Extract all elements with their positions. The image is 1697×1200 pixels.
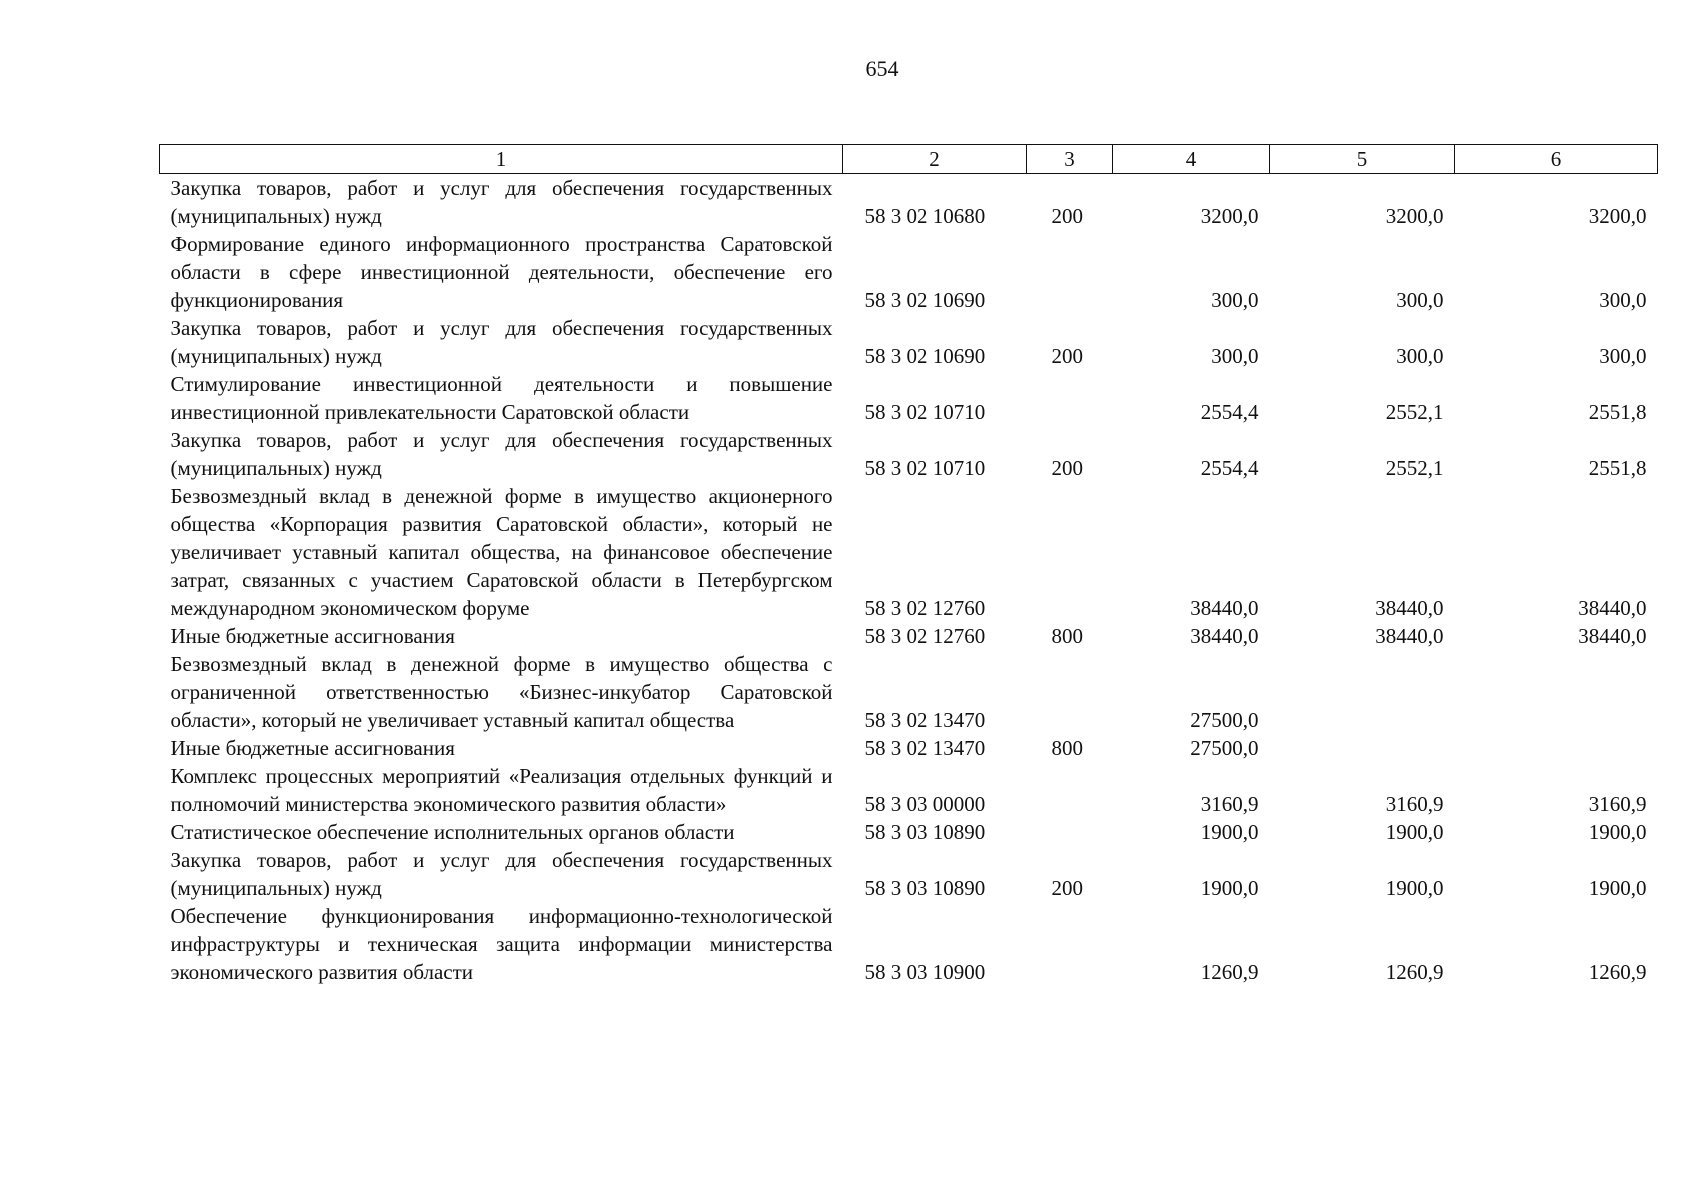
row-value-3: 1900,0 bbox=[1588, 820, 1647, 844]
row-expense-type bbox=[1027, 650, 1113, 734]
row-value-1: 3160,9 bbox=[1200, 792, 1259, 816]
column-header-2: 2 bbox=[843, 145, 1027, 174]
table-row bbox=[160, 174, 1658, 231]
table-row bbox=[160, 650, 1658, 734]
row-name: Закупка товаров, работ и услуг для обеспечения государственных (муниципальных) нужд bbox=[170, 316, 833, 368]
row-expense-type: 200 bbox=[1051, 456, 1083, 480]
row-value-2: 1900,0 bbox=[1385, 876, 1444, 900]
row-code: 58 3 02 10710 bbox=[864, 456, 986, 480]
row-name: Формирование единого информационного пространства Саратовской области в сфере инвестиционной деятельности, обеспечение его функционирования bbox=[170, 232, 833, 312]
table-row bbox=[160, 370, 1658, 426]
row-expense-type: 800 bbox=[1051, 624, 1083, 648]
row-name: Закупка товаров, работ и услуг для обеспечения государственных (муниципальных) нужд bbox=[170, 848, 833, 900]
row-value-1: 300,0 bbox=[1211, 288, 1259, 312]
row-code: 58 3 02 10690 bbox=[864, 288, 986, 312]
row-value-1: 38440,0 bbox=[1190, 624, 1259, 648]
budget-table bbox=[159, 144, 1658, 986]
row-value-2: 2552,1 bbox=[1385, 456, 1444, 480]
row-name: Комплекс процессных мероприятий «Реализация отдельных функций и полномочий министерства экономического развития области» bbox=[170, 764, 833, 816]
table-row bbox=[160, 902, 1658, 986]
row-value-2 bbox=[1270, 650, 1455, 734]
row-code: 58 3 02 10710 bbox=[864, 400, 986, 424]
row-name: Иные бюджетные ассигнования bbox=[170, 736, 455, 760]
row-expense-type bbox=[1027, 482, 1113, 622]
row-code: 58 3 02 13470 bbox=[864, 736, 986, 760]
table-row bbox=[160, 426, 1658, 482]
row-value-3 bbox=[1455, 650, 1658, 734]
row-value-3: 38440,0 bbox=[1578, 596, 1647, 620]
row-code: 58 3 03 10890 bbox=[864, 876, 986, 900]
column-header-1: 1 bbox=[160, 145, 843, 174]
row-expense-type bbox=[1027, 230, 1113, 314]
row-value-2 bbox=[1270, 734, 1455, 762]
row-expense-type bbox=[1027, 902, 1113, 986]
page-number: 654 bbox=[865, 56, 899, 81]
row-value-3: 2551,8 bbox=[1588, 400, 1647, 424]
row-value-3: 300,0 bbox=[1599, 288, 1647, 312]
row-value-1: 2554,4 bbox=[1200, 456, 1259, 480]
row-code: 58 3 03 00000 bbox=[864, 792, 986, 816]
row-code: 58 3 02 12760 bbox=[864, 596, 986, 620]
row-value-2: 3200,0 bbox=[1385, 204, 1444, 228]
row-value-3: 3200,0 bbox=[1588, 204, 1647, 228]
row-expense-type bbox=[1027, 370, 1113, 426]
row-code: 58 3 02 12760 bbox=[864, 624, 986, 648]
table-row bbox=[160, 846, 1658, 902]
row-value-2: 1260,9 bbox=[1385, 960, 1444, 984]
table-row bbox=[160, 482, 1658, 622]
row-expense-type: 200 bbox=[1051, 876, 1083, 900]
column-header-6: 6 bbox=[1455, 145, 1658, 174]
row-value-1: 27500,0 bbox=[1190, 736, 1259, 760]
row-name: Обеспечение функционирования информационно-технологической инфраструктуры и техническая защита информации министерства экономического развития области bbox=[170, 904, 833, 984]
row-value-1: 1260,9 bbox=[1200, 960, 1259, 984]
row-expense-type: 200 bbox=[1051, 344, 1083, 368]
row-value-3: 3160,9 bbox=[1588, 792, 1647, 816]
table-row bbox=[160, 230, 1658, 314]
table-row bbox=[160, 314, 1658, 370]
row-value-2: 2552,1 bbox=[1385, 400, 1444, 424]
row-code: 58 3 03 10900 bbox=[864, 960, 986, 984]
row-code: 58 3 02 13470 bbox=[864, 708, 986, 732]
row-value-2: 1900,0 bbox=[1385, 820, 1444, 844]
row-code: 58 3 02 10680 bbox=[864, 204, 986, 228]
row-code: 58 3 02 10690 bbox=[864, 344, 986, 368]
row-value-3: 300,0 bbox=[1599, 344, 1647, 368]
row-value-1: 300,0 bbox=[1211, 344, 1259, 368]
row-expense-type: 200 bbox=[1051, 204, 1083, 228]
table-row bbox=[160, 734, 1658, 762]
row-value-3 bbox=[1455, 734, 1658, 762]
row-value-1: 1900,0 bbox=[1200, 820, 1259, 844]
column-header-4: 4 bbox=[1113, 145, 1270, 174]
table-row bbox=[160, 818, 1658, 846]
table-row bbox=[160, 622, 1658, 650]
row-value-3: 38440,0 bbox=[1578, 624, 1647, 648]
column-header-5: 5 bbox=[1270, 145, 1455, 174]
row-expense-type: 800 bbox=[1051, 736, 1083, 760]
row-value-3: 2551,8 bbox=[1588, 456, 1647, 480]
row-value-1: 3200,0 bbox=[1200, 204, 1259, 228]
row-expense-type bbox=[1027, 762, 1113, 818]
row-value-3: 1260,9 bbox=[1588, 960, 1647, 984]
row-name: Статистическое обеспечение исполнительных органов области bbox=[170, 820, 735, 844]
row-value-2: 300,0 bbox=[1396, 344, 1444, 368]
row-value-1: 2554,4 bbox=[1200, 400, 1259, 424]
table-row bbox=[160, 762, 1658, 818]
row-name: Иные бюджетные ассигнования bbox=[170, 624, 455, 648]
row-value-1: 38440,0 bbox=[1190, 596, 1259, 620]
row-value-2: 300,0 bbox=[1396, 288, 1444, 312]
row-name: Безвозмездный вклад в денежной форме в имущество акционерного общества «Корпорация развития Саратовской области», который не увеличивает уставный капитал общества, на финансовое обеспечение затрат, связанных с участием Саратовской области в Петербургском международном экономическом форуме bbox=[170, 484, 833, 620]
table-header-row bbox=[160, 145, 1658, 174]
row-name: Закупка товаров, работ и услуг для обеспечения государственных (муниципальных) нужд bbox=[170, 428, 833, 480]
row-value-2: 3160,9 bbox=[1385, 792, 1444, 816]
row-name: Стимулирование инвестиционной деятельности и повышение инвестиционной привлекательности Саратовской области bbox=[170, 372, 833, 424]
column-header-3: 3 bbox=[1027, 145, 1113, 174]
row-value-1: 1900,0 bbox=[1200, 876, 1259, 900]
row-value-2: 38440,0 bbox=[1375, 596, 1444, 620]
row-code: 58 3 03 10890 bbox=[864, 820, 986, 844]
row-expense-type bbox=[1027, 818, 1113, 846]
row-value-2: 38440,0 bbox=[1375, 624, 1444, 648]
row-name: Закупка товаров, работ и услуг для обеспечения государственных (муниципальных) нужд bbox=[170, 176, 833, 228]
row-name: Безвозмездный вклад в денежной форме в имущество общества с ограниченной ответственностью «Бизнес-инкубатор Саратовской области», который не увеличивает уставный капитал общества bbox=[170, 652, 833, 732]
row-value-1: 27500,0 bbox=[1190, 708, 1259, 732]
row-value-3: 1900,0 bbox=[1588, 876, 1647, 900]
